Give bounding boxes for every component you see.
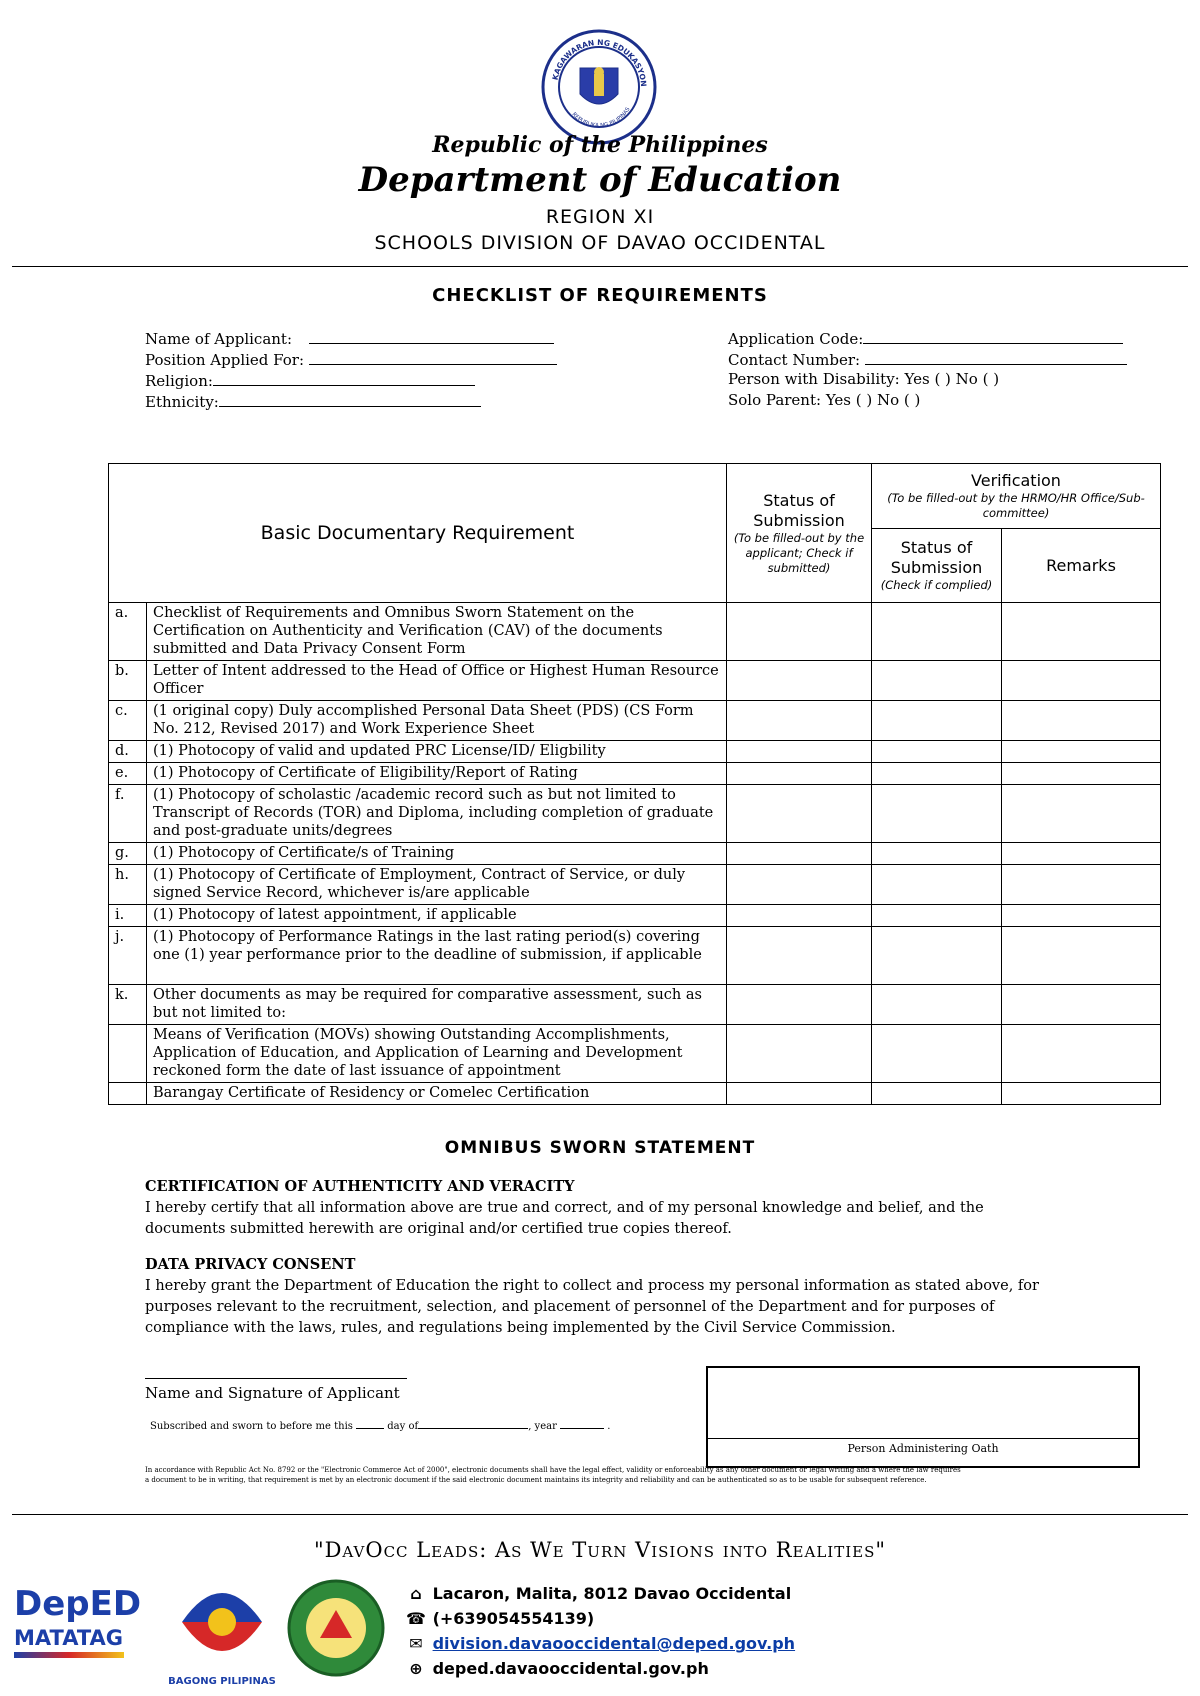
table-row xyxy=(109,985,1161,1025)
remarks-cell[interactable] xyxy=(1002,865,1161,905)
table-row xyxy=(109,763,1161,785)
address-text: Lacaron, Malita, 8012 Davao Occidental xyxy=(432,1584,792,1603)
cert-heading: CERTIFICATION OF AUTHENTICITY AND VERACITY xyxy=(145,1178,575,1195)
remarks-cell[interactable] xyxy=(1002,785,1161,843)
row-letter: k. xyxy=(109,985,147,1025)
row-text: (1) Photocopy of Certificate/s of Training xyxy=(147,843,727,865)
ver-status-cell[interactable] xyxy=(872,985,1002,1025)
website-text[interactable]: deped.davaooccidental.gov.ph xyxy=(432,1659,709,1678)
status-cell[interactable] xyxy=(727,1083,872,1105)
remarks-cell[interactable] xyxy=(1002,1083,1161,1105)
division-heading: SCHOOLS DIVISION OF DAVAO OCCIDENTAL xyxy=(374,232,826,254)
deped-matatag-logo xyxy=(14,1584,142,1684)
remarks-header: Remarks xyxy=(1002,529,1161,603)
ver-status-cell[interactable] xyxy=(872,927,1002,985)
table-row xyxy=(109,865,1161,905)
row-text: Checklist of Requirements and Omnibus Sworn Statement on the Certification on Authenticity and Verification (CAV) of the documents submitted and Data Privacy Consent Form xyxy=(147,603,727,661)
status-cell[interactable] xyxy=(727,785,872,843)
name-field[interactable] xyxy=(145,328,554,348)
status-cell[interactable] xyxy=(727,905,872,927)
home-icon: ⌂ xyxy=(410,1584,422,1603)
ver-status-cell[interactable] xyxy=(872,785,1002,843)
email-link[interactable]: division.davaooccidental@deped.gov.ph xyxy=(432,1634,796,1653)
phone-text: (+639054554139) xyxy=(432,1609,595,1628)
table-row xyxy=(109,785,1161,843)
position-label: Position Applied For: xyxy=(145,351,305,369)
row-text: (1) Photocopy of Performance Ratings in the last rating period(s) covering one (1) year performance prior to the deadline of submission, if applicable xyxy=(147,927,727,985)
status-cell[interactable] xyxy=(727,865,872,905)
oath-box[interactable] xyxy=(706,1366,1140,1468)
table-row xyxy=(109,927,1161,985)
matatag-text: MATATAG xyxy=(14,1626,124,1650)
privacy-heading: DATA PRIVACY CONSENT xyxy=(145,1256,356,1273)
bagong-pilipinas-text: BAGONG PILIPINAS xyxy=(168,1676,276,1687)
table-row xyxy=(109,741,1161,763)
row-letter: j. xyxy=(109,927,147,985)
oath-label: Person Administering Oath xyxy=(847,1442,999,1455)
table-row xyxy=(109,661,1161,701)
row-letter: c. xyxy=(109,701,147,741)
row-letter xyxy=(109,1025,147,1083)
email-icon: ✉ xyxy=(409,1634,423,1653)
pwd-field[interactable]: Person with Disability: Yes ( ) No ( ) xyxy=(728,370,1000,388)
status-cell[interactable] xyxy=(727,843,872,865)
division-seal-logo xyxy=(286,1578,386,1678)
status-cell[interactable] xyxy=(727,741,872,763)
ver-status-cell[interactable] xyxy=(872,763,1002,785)
remarks-cell[interactable] xyxy=(1002,741,1161,763)
verification-header xyxy=(872,464,1161,529)
signature-line[interactable] xyxy=(145,1378,407,1379)
ver-status-cell[interactable] xyxy=(872,603,1002,661)
footnote-1: In accordance with Republic Act No. 8792 or the "Electronic Commerce Act of 2000", electronic documents shall have the legal effect, validity or enforceability as any other document or legal writing and a where the law requires xyxy=(145,1466,961,1474)
remarks-cell[interactable] xyxy=(1002,701,1161,741)
verification-header-hint: (To be filled-out by the HRMO/HR Office/Sub-committee) xyxy=(887,491,1145,520)
privacy-text: I hereby grant the Department of Education the right to collect and process my personal information as stated above, for purposes relevant to the recruitment, selection, and placement of personnel of the Department and for purposes of compliance with the laws, rules, and regulations being implemented by the Civil Service Commission. xyxy=(145,1278,1039,1336)
bagong-pilipinas-logo xyxy=(162,1574,282,1670)
status-cell[interactable] xyxy=(727,927,872,985)
ver-status-cell[interactable] xyxy=(872,741,1002,763)
seal-bottom-text: REPUBLIKA NG PILIPINAS xyxy=(570,106,632,130)
table-row xyxy=(109,905,1161,927)
footnote-2: a document to be in writing, that requirement is met by an electronic document if the said electronic document maintains its integrity and reliability and can be authenticated so as to be usable for subsequent reference. xyxy=(145,1476,927,1484)
solo-parent-field[interactable]: Solo Parent: Yes ( ) No ( ) xyxy=(728,391,921,409)
row-text: Other documents as may be required for comparative assessment, such as but not limited to: xyxy=(147,985,727,1025)
status-header-hint: (To be filled-out by the applicant; Check if submitted) xyxy=(733,530,865,575)
cert-text: I hereby certify that all information above are true and correct, and of my personal knowledge and belief, and the documents submitted herewith are original and/or certified true copies thereof. xyxy=(145,1200,984,1237)
ver-status-cell[interactable] xyxy=(872,1083,1002,1105)
ver-status-cell[interactable] xyxy=(872,905,1002,927)
row-text: (1 original copy) Duly accomplished Personal Data Sheet (PDS) (CS Form No. 212, Revised 2017) and Work Experience Sheet xyxy=(147,701,727,741)
row-letter: a. xyxy=(109,603,147,661)
row-text: Letter of Intent addressed to the Head of Office or Highest Human Resource Officer xyxy=(147,661,727,701)
phone-line xyxy=(405,1609,594,1628)
footer-divider xyxy=(12,1514,1188,1515)
ethnicity-label: Ethnicity: xyxy=(145,393,219,411)
ver-status-cell[interactable] xyxy=(872,701,1002,741)
ver-status-label: Status of Submission xyxy=(890,538,983,577)
religion-field[interactable] xyxy=(145,370,475,390)
remarks-cell[interactable] xyxy=(1002,763,1161,785)
email-line xyxy=(405,1634,795,1653)
requirement-header: Basic Documentary Requirement xyxy=(109,464,727,603)
row-text: (1) Photocopy of Certificate of Eligibility/Report of Rating xyxy=(147,763,727,785)
remarks-cell[interactable] xyxy=(1002,905,1161,927)
ethnicity-field[interactable] xyxy=(145,391,481,411)
remarks-cell[interactable] xyxy=(1002,843,1161,865)
table-row xyxy=(109,1083,1161,1105)
header-divider xyxy=(12,266,1188,267)
code-label: Application Code: xyxy=(728,330,864,348)
status-cell[interactable] xyxy=(727,661,872,701)
phone-icon: ☎ xyxy=(406,1609,426,1628)
signature-label: Name and Signature of Applicant xyxy=(145,1384,400,1402)
globe-icon: ⊕ xyxy=(409,1659,423,1678)
remarks-cell[interactable] xyxy=(1002,661,1161,701)
row-letter: h. xyxy=(109,865,147,905)
republic-heading: Republic of the Philippines xyxy=(432,132,768,158)
row-text: Means of Verification (MOVs) showing Outstanding Accomplishments, Application of Education, and Application of Learning and Development reckoned form the date of last issuance of appointment xyxy=(147,1025,727,1083)
sworn-year: , year xyxy=(528,1421,557,1432)
motto: "DavOcc Leads: As We Turn Visions into Realities" xyxy=(313,1538,887,1562)
website-line xyxy=(405,1659,709,1678)
row-letter: d. xyxy=(109,741,147,763)
row-letter: b. xyxy=(109,661,147,701)
seal-text: KAGAWARAN NG EDUKASYON xyxy=(550,37,649,87)
checklist-title: CHECKLIST OF REQUIREMENTS xyxy=(432,285,768,306)
row-text: (1) Photocopy of Certificate of Employment, Contract of Service, or duly signed Service Record, whichever is/are applicable xyxy=(147,865,727,905)
ver-status-hint: (Check if complied) xyxy=(880,578,993,592)
row-letter: f. xyxy=(109,785,147,843)
row-letter: e. xyxy=(109,763,147,785)
table-row xyxy=(109,603,1161,661)
position-field[interactable] xyxy=(145,349,557,369)
status-cell[interactable] xyxy=(727,701,872,741)
status-cell[interactable] xyxy=(727,763,872,785)
remarks-cell[interactable] xyxy=(1002,1025,1161,1083)
ver-status-header xyxy=(872,529,1002,603)
status-header xyxy=(727,464,872,603)
status-cell[interactable] xyxy=(727,1025,872,1083)
application-code-field[interactable] xyxy=(728,328,1123,348)
verification-header-label: Verification xyxy=(971,471,1061,490)
region-heading: REGION XI xyxy=(545,206,655,228)
sworn-statement: Subscribed and sworn to before me this day of , year . xyxy=(150,1418,610,1432)
ver-status-cell[interactable] xyxy=(872,1025,1002,1083)
remarks-cell[interactable] xyxy=(1002,927,1161,985)
address-line xyxy=(405,1584,791,1603)
row-letter: g. xyxy=(109,843,147,865)
requirements-table xyxy=(108,463,1161,1105)
sworn-prefix: Subscribed and sworn to before me this xyxy=(150,1421,353,1432)
status-header-label: Status of Submission xyxy=(753,490,845,530)
contact-number-field[interactable] xyxy=(728,349,1127,369)
department-heading: Department of Education xyxy=(358,160,842,200)
table-row xyxy=(109,1025,1161,1083)
religion-label: Religion: xyxy=(145,372,213,390)
row-text: (1) Photocopy of scholastic /academic record such as but not limited to Transcript of Records (TOR) and Diploma, including completion of graduate and post-graduate units/degrees xyxy=(147,785,727,843)
table-row xyxy=(109,701,1161,741)
status-cell[interactable] xyxy=(727,985,872,1025)
name-label: Name of Applicant: xyxy=(145,330,293,348)
deped-logo-text: DepED xyxy=(14,1584,142,1624)
row-text: Barangay Certificate of Residency or Comelec Certification xyxy=(147,1083,727,1105)
row-letter: i. xyxy=(109,905,147,927)
remarks-cell[interactable] xyxy=(1002,985,1161,1025)
sworn-day: day of xyxy=(387,1421,419,1432)
row-text: (1) Photocopy of valid and updated PRC License/ID/ Eligbility xyxy=(147,741,727,763)
status-cell[interactable] xyxy=(727,603,872,661)
row-text: (1) Photocopy of latest appointment, if applicable xyxy=(147,905,727,927)
contact-label: Contact Number: xyxy=(728,351,861,369)
row-letter xyxy=(109,1083,147,1105)
remarks-cell[interactable] xyxy=(1002,603,1161,661)
ver-status-cell[interactable] xyxy=(872,661,1002,701)
table-row xyxy=(109,843,1161,865)
ver-status-cell[interactable] xyxy=(872,843,1002,865)
ver-status-cell[interactable] xyxy=(872,865,1002,905)
deped-seal-logo xyxy=(540,28,658,146)
omnibus-title: OMNIBUS SWORN STATEMENT xyxy=(444,1138,756,1158)
